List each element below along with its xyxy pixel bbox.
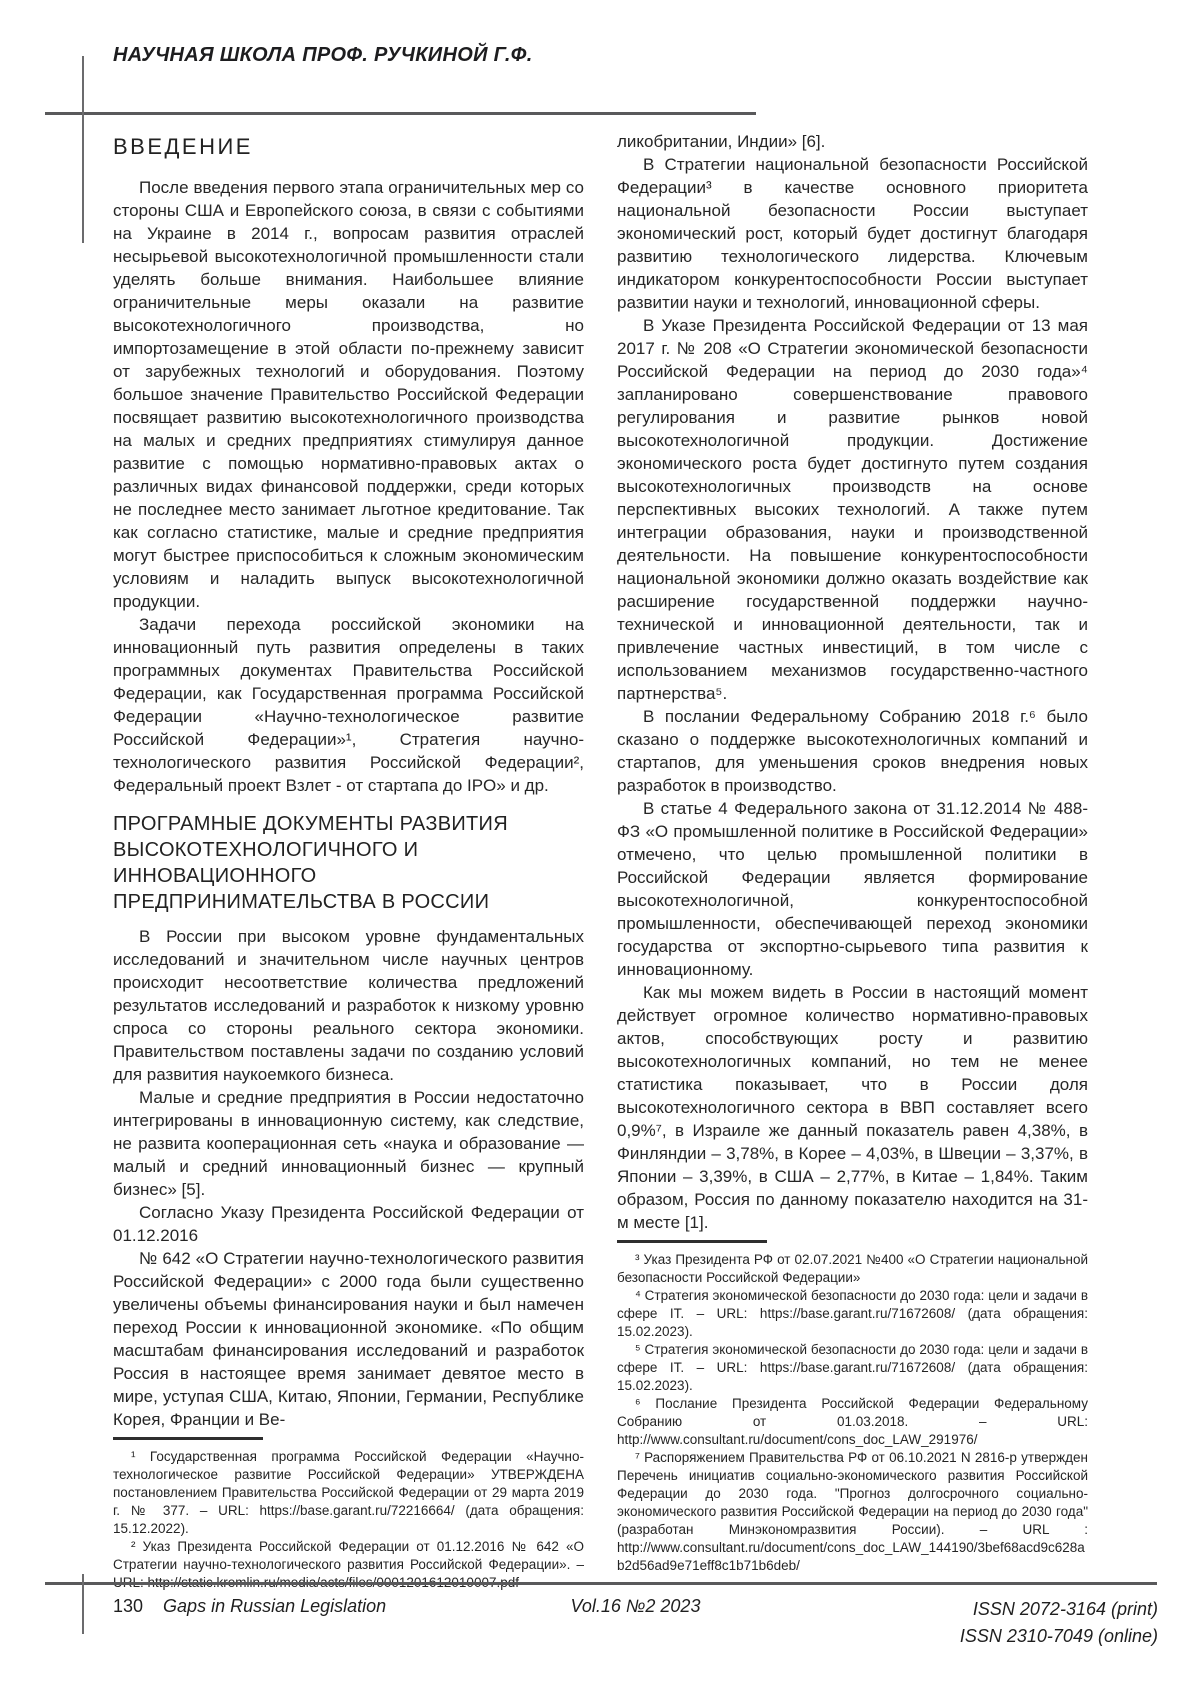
page-footer [113,1596,1158,1650]
paragraph: В России при высоком уровне фундаментальных исследований и значительном числе научных центров происходит несоответствие количества предложений результатов исследований и разработок к низкому уровню спроса со стороны реального сектора экономики. Правительством поставлены задачи по созданию условий для развития наукоемкого бизнеса. [113,927,584,1084]
paragraph: В статье 4 Федерального закона от 31.12.2014 № 488-ФЗ «О промышленной политике в Российской Федерации» отмечено, что целью промышленной политики в Российской Федерации является формирование высокотехнологичной, конкурентоспособной промышленности, обеспечивающей переход экономики государства от экспортно-сырьевого типа развития к инновационному. [617,799,1088,979]
volume-info: Vol.16 №2 2023 [570,1596,701,1616]
footnote: ¹ Государственная программа Российской Федерации «Научно-технологическое развитие Российской Федерации» УТВЕРЖДЕНА постановлением Правительства Российской Федерации от 29 марта 2019 г. № 377. – URL: https://base.garant.ru/72216664/ (дата обращения: 15.12.2022). [113,1449,584,1536]
right-column-body [617,130,1088,1234]
footnote: ⁶ Послание Президента Российской Федерации Федеральному Собранию от 01.03.2018. – URL: http://www.consultant.ru/document/cons_doc_LAW_291976/ [617,1396,1088,1447]
margin-rule-top [82,56,84,243]
right-column [617,130,1088,1575]
intro-heading: ВВЕДЕНИЕ [113,134,253,159]
footnote-rule [113,1437,263,1440]
paragraph: После введения первого этапа ограничительных мер со стороны США и Европейского союза, в связи с событиями на Украине в 2014 г., вопросам развития отраслей несырьевой высокотехнологичной промышленности стали уделять больше внимания. Наибольшее влияние ограничительные меры оказали на развитие высокотехнологичного производства, но импортозамещение в этой области по-прежнему зависит от зарубежных технологий и оборудования. Поэтому большое значение Правительство Российской Федерации посвящает развитию высокотехнологичного производства на малых и средних предприятиях стимулируя данное развитие с помощью нормативно-правовых актах о различных видах финансовой поддержки, среди которых не последнее место занимает льготное кредитование. Так как согласно статистике, малые и средние предприятия могут быстрее приспособиться к сложным экономическим условиям и наладить выпуск высокотехнологичной продукции. [113,178,584,611]
footer-left [113,1596,453,1617]
paragraph: Малые и средние предприятия в России недостаточно интегрированы в инновационную систему, как следствие, не развита кооперационная сеть «наука и образование — малый и средний инновационный бизнес — крупный бизнес» [5]. [113,1088,584,1199]
footnote: ⁷ Распоряжением Правительства РФ от 06.10.2021 N 2816-р утвержден Перечень инициатив социально-экономического развития Российской Федерации до 2030 года. "Прогноз долгосрочного социально-экономического развития Российской Федерации на период до 2030 года" (разработан Минэкономразвития России). – URL : http://www.consultant.ru/document/cons_doc_LAW_144190/3bef68acd9c628ab2d56ad9e71eff8c1b71b6deb/ [617,1450,1088,1573]
footnote: ² Указ Президента Российской Федерации от 01.12.2016 № 642 «О Стратегии научно-технологического развития Российской Федерации». – [113,1539,584,1572]
right-footnotes [617,1234,1088,1575]
left-footnotes [113,1431,584,1592]
section-heading: ПРОГРАМНЫЕ ДОКУМЕНТЫ РАЗВИТИЯ ВЫСОКОТЕХНОЛОГИЧНОГО И ИННОВАЦИОННОГО ПРЕДПРИНИМАТЕЛЬСТВА В РОССИИ [113,813,508,913]
journal-title: Gaps in Russian Legislation [163,1596,387,1616]
footnote: ⁵ Стратегия экономической безопасности до 2030 года: цели и задачи в сфере IT. – URL: https://base.garant.ru/71672608/ (дата обращения: 15.02.2023). [617,1342,1088,1393]
margin-rule-bottom [82,1574,84,1634]
paragraph: ликобритании, Индии» [6]. [617,132,826,151]
footer-right [818,1596,1158,1650]
footnote: ³ Указ Президента РФ от 02.07.2021 №400 «О Стратегии национальной безопасности Российской Федерации» [617,1252,1088,1285]
paragraph: Согласно Указу Президента Российской Федерации от 01.12.2016 [113,1203,584,1245]
issn-print: ISSN 2072-3164 (print) [972,1599,1158,1619]
two-column-layout [113,130,1088,1575]
paragraph: Как мы можем видеть в России в настоящий момент действует огромное количество нормативно-правовых актов, способствующих росту и развитию высокотехнологичных компаний, но тем не менее статистика показывает, что в России доля высокотехнологичного сектора в ВВП составляет всего 0,9%⁷, в Израиле же данный показатель равен 4,38%, в Финляндии – 3,78%, в Корее – 4,03%, в Швеции – 3,37%, в Японии – 3,39%, в США – 2,77%, в Китае – 1,84%. Таким образом, Россия по данному показателю находится на 31-м месте [1]. [617,983,1088,1232]
paragraph: Задачи перехода российской экономики на инновационный путь развития определены в таких программных документах Правительства Российской Федерации, как Государственная программа Российской Федерации «Научно-технологическое развитие Российской Федерации»¹, Стратегия научно-технологического развития Российской Федерации², Федеральный проект Взлет - от стартапа до IPO» и др. [113,615,584,795]
footnote-rule [617,1240,767,1243]
left-column-body [113,130,584,1431]
header-rule [45,112,756,115]
left-column [113,130,584,1575]
paragraph: В Стратегии национальной безопасности Российской Федерации³ в качестве основного приоритета национальной безопасности России выступает экономический рост, который будет достигнут благодаря развитию технологического лидерства. Ключевым индикатором конкурентоспособности России выступает развитии науки и технологий, инновационной сферы. [617,155,1088,312]
running-head: НАУЧНАЯ ШКОЛА ПРОФ. РУЧКИНОЙ Г.Ф. [113,44,533,66]
footnote: ⁴ Стратегия экономической безопасности до 2030 года: цели и задачи в сфере IT. – URL: https://base.garant.ru/71672608/ (дата обращения: 15.02.2023). [617,1288,1088,1339]
page-number: 130 [113,1596,144,1616]
issn-online: ISSN 2310-7049 (online) [959,1626,1158,1646]
paragraph: № 642 «О Стратегии научно-технологического развития Российской Федерации» с 2000 года были существенно увеличены объемы финансирования науки и был намечен переход России к инновационной экономике. «По общим масштабам финансирования исследований и разработок Россия в настоящее время занимает девятое место в мире, уступая США, Китаю, Японии, Германии, Республике Корея, Франции и Ве- [113,1249,584,1429]
paragraph: В Указе Президента Российской Федерации от 13 мая 2017 г. № 208 «О Стратегии экономической безопасности Российской Федерации на период до 2030 года»⁴ запланировано совершенствование правового регулирования и развитие рынков новой высокотехнологичной продукции. Достижение экономического роста будет достигнуто путем создания высокотехнологичных производств на основе перспективных высоких технологий. А также путем интеграции образования, науки и производственной деятельности. На повышение конкурентоспособности национальной экономики должно оказать воздействие как расширение государственной поддержки научно-технической и инновационной деятельности, так и привлечение частных инвестиций, в том числе с использованием механизмов государственно-частного партнерства⁵. [617,316,1088,703]
paragraph: В послании Федеральному Собранию 2018 г.⁶ было сказано о поддержке высокотехнологичных компаний и стартапов, для уменьшения сроков внедрения новых разработок в производство. [617,707,1088,795]
footer-rule [45,1582,1157,1585]
